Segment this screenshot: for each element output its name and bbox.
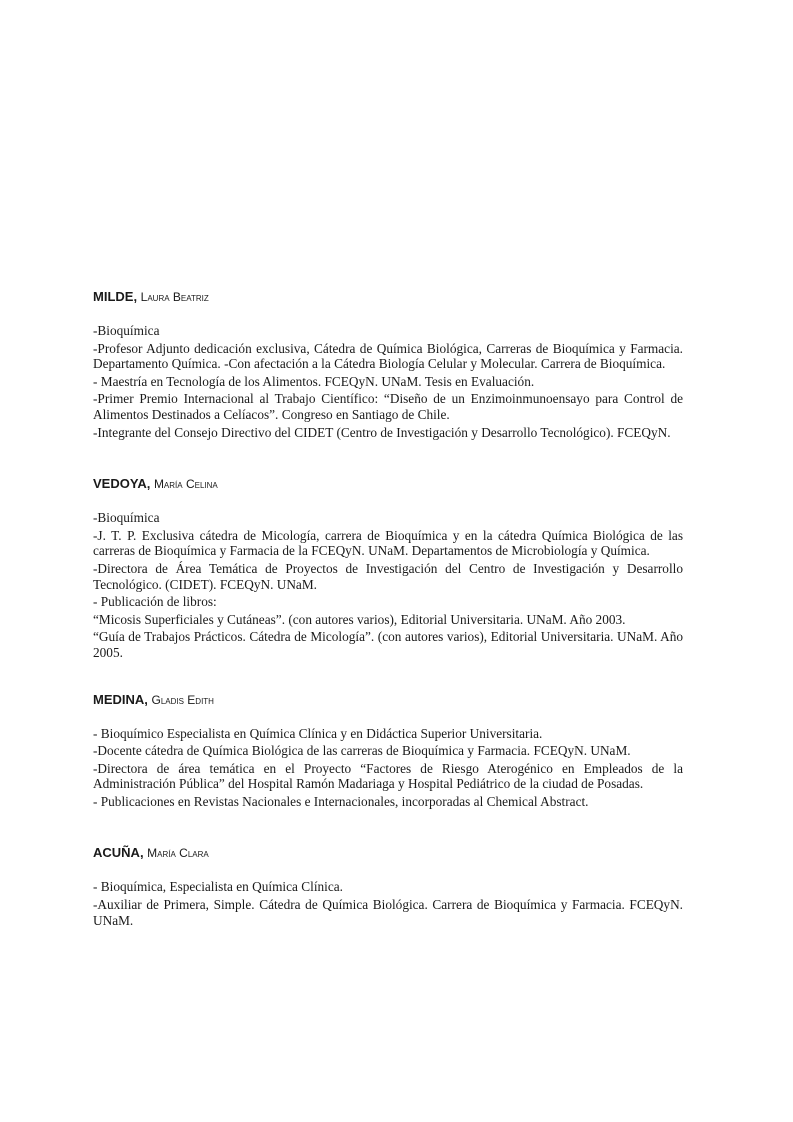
bio-line: -Bioquímica [93, 510, 160, 526]
given-names: María Celina [153, 477, 218, 492]
person-name [93, 843, 683, 863]
bio-line: -Primer Premio Internacional al Trabajo Científico: “Diseño de un Enzimoinmunoensayo para Control de Alimentos Destinados a Celíacos”. Congreso en Santiago de Chile. [93, 391, 683, 422]
person-name [93, 474, 683, 494]
bio-entry-medina [93, 690, 683, 810]
bio-line: - Bioquímico Especialista en Química Clínica y en Didáctica Superior Universitaria. [93, 725, 543, 741]
biographies [93, 287, 683, 930]
surname: VEDOYA, [93, 476, 154, 492]
person-name [93, 690, 683, 710]
bio-line: “Micosis Superficiales y Cutáneas”. (con autores varios), Editorial Universitaria. UNaM. Año 2003. [93, 611, 626, 627]
bio-line: -Profesor Adjunto dedicación exclusiva, Cátedra de Química Biológica, Carreras de Bioquímica y Farmacia. Departamento Química. -Con afectación a la Cátedra Biología Celular y Molecular. Carrera de Bioquímica. [93, 340, 683, 372]
surname: MILDE, [93, 289, 141, 304]
bio-line: -Docente cátedra de Química Biológica de las carreras de Bioquímica y Farmacia. FCEQyN. UNaM. [93, 743, 631, 759]
bio-entry-milde [93, 287, 683, 440]
bio-entry-vedoya [93, 474, 683, 660]
given-names: María Clara [147, 846, 209, 861]
bio-line: -Bioquímica [93, 323, 160, 338]
bio-line: “Guía de Trabajos Prácticos. Cátedra de Micología”. (con autores varios), Editorial Universitaria. UNaM. Año 2005. [93, 629, 683, 660]
bio-line: -Integrante del Consejo Directivo del CIDET (Centro de Investigación y Desarrollo Tecnológico). FCEQyN. [93, 424, 671, 440]
bio-line: -J. T. P. Exclusiva cátedra de Micología, carrera de Bioquímica y en la cátedra Química Biológica de las carreras de Bioquímica y Farmacia de la FCEQyN. UNaM. Departamentos de Microbiología y Química. [93, 527, 683, 559]
bio-line: -Auxiliar de Primera, Simple. Cátedra de Química Biológica. Carrera de Bioquímica y Farmacia. FCEQyN. UNaM. [93, 897, 683, 928]
bio-line: -Directora de Área Temática de Proyectos de Investigación del Centro de Investigación y Desarrollo Tecnológico. (CIDET). FCEQyN. UNaM. [93, 560, 683, 592]
bio-line: - Publicaciones en Revistas Nacionales e Internacionales, incorporadas al Chemical Abstract. [93, 793, 589, 809]
surname: ACUÑA, [93, 845, 148, 861]
bio-entry-acuna [93, 843, 683, 928]
given-names: Laura Beatriz [140, 290, 209, 304]
person-name [93, 287, 683, 307]
surname: MEDINA, [93, 691, 152, 707]
bio-line: - Publicación de libros: [93, 594, 217, 610]
bio-line: - Bioquímica, Especialista en Química Clínica. [93, 879, 343, 895]
given-names: Gladis Edith [151, 692, 214, 707]
bio-line: - Maestría en Tecnología de los Alimentos. FCEQyN. UNaM. Tesis en Evaluación. [93, 373, 535, 389]
bio-line: -Directora de área temática en el Proyecto “Factores de Riesgo Aterogénico en Empleados de la Administración Pública” del Hospital Ramón Madariaga y Hospital Pediátrico de la ciudad de Posadas. [93, 760, 683, 792]
